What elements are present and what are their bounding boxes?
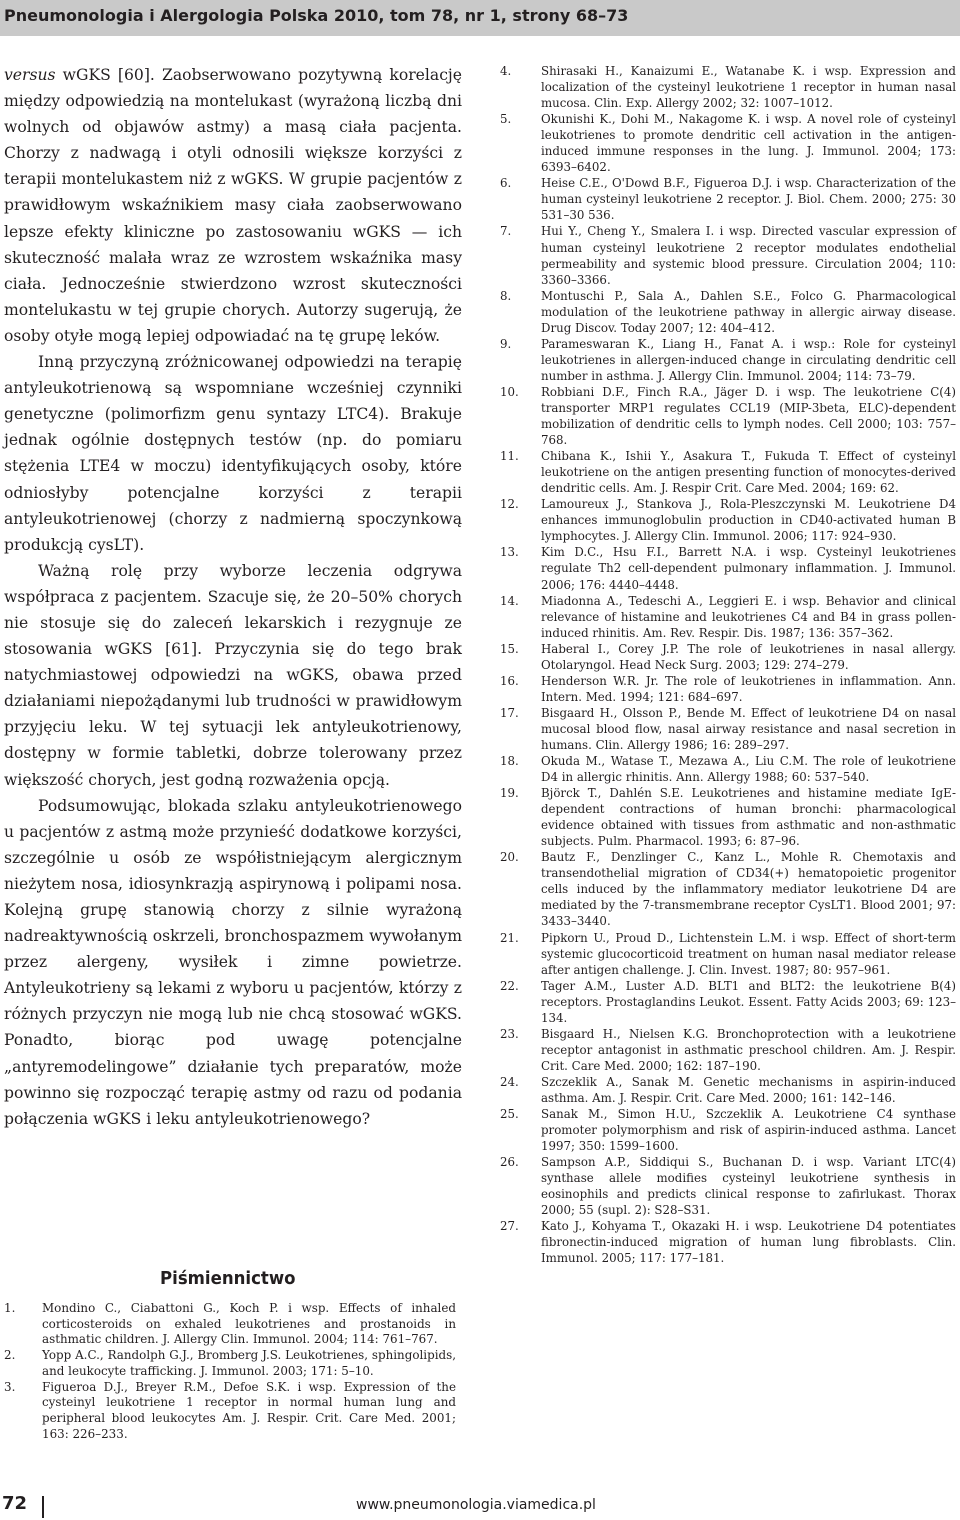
- reference-text: Yopp A.C., Randolph G.J., Bromberg J.S. Leukotrienes, sphingolipids, and leukocyte trafficking. J. Immunol. 2003; 171: 5–10.: [42, 1348, 456, 1378]
- reference-number: 4.: [500, 64, 512, 78]
- reference-text: Pipkorn U., Proud D., Lichtenstein L.M. i wsp. Effect of short-term systemic glucocorticoid treatment on human nasal mediator release after antigen challenge. J. Clin. Invest. 1987; 80: 957–961.: [541, 930, 956, 977]
- reference-text: Mondino C., Ciabattoni G., Koch P. i wsp. Effects of inhaled corticosteroids on exhaled leukotrienes and prostanoids in asthmatic children. J. Allergy Clin. Immunol. 2004; 114: 761–767.: [42, 1301, 456, 1347]
- reference-item: [500, 1106, 956, 1154]
- reference-number: 3.: [4, 1379, 16, 1394]
- reference-text: Kato J., Kohyama T., Okazaki H. i wsp. Leukotriene D4 potentiates fibronectin-induced migration of human lung fibroblasts. Clin. Immunol. 2005; 117: 177–181.: [541, 1219, 956, 1266]
- reference-number: 16.: [500, 673, 519, 688]
- reference-item: [500, 705, 956, 753]
- reference-item: [4, 1380, 456, 1443]
- reference-item: [500, 1154, 956, 1218]
- body-paragraph-3: Ważną rolę przy wyborze leczenia odgrywa współpraca z pacjentem. Szacuje się, że 20–50% chorych nie stosuje się do zaleceń lekarskich i rezygnuje ze stosowania wGKS [61]. Przyczynia się do tego brak natychmiastowej odpowiedzi na wGKS, obawa przed działaniami niepożądanymi lub trudności w prawidłowym przyjęciu leku. W tej sytuacji lek antyleukotrienowy, dostępny w formie tabletki, dobrze tolerowany przez większość chorych, jest godną rozważenia opcją.: [4, 561, 462, 789]
- page-number: 72: [2, 1493, 28, 1514]
- reference-text: Bisgaard H., Nielsen K.G. Bronchoprotection with a leukotriene receptor antagonist in asthmatic preschool children. Am. J. Respir. Crit. Care Med. 2000; 162: 187–190.: [541, 1026, 956, 1073]
- reference-item: [500, 384, 956, 448]
- reference-item: [500, 111, 956, 175]
- reference-number: 22.: [500, 978, 519, 993]
- reference-item: [500, 175, 956, 223]
- journal-title: Pneumonologia i Alergologia Polska 2010, tom 78, nr 1, strony 68–73: [4, 6, 629, 25]
- reference-number: 9.: [500, 336, 512, 351]
- reference-item: [500, 336, 956, 384]
- reference-number: 8.: [500, 288, 512, 303]
- reference-number: 17.: [500, 705, 519, 720]
- reference-item: [4, 1301, 456, 1348]
- reference-number: 20.: [500, 850, 519, 865]
- body-paragraph-4: Podsumowując, blokada szlaku antyleukotrienowego u pacjentów z astmą może przynieść dodatkowe korzyści, szczególnie u osób ze współistniejącym alergicznym nieżytem nosa, idiosynkrazją aspirynową i polipami nosa. Kolejną grupę stanowią chorzy z silnie wyrażoną nadreaktywnością oskrzeli, bronchospazmem wywołanym przez alergeny, wysiłek i zimne powietrze. Antyleukotrieny są lekami z wyboru u pacjentów, którzy z różnych przyczyn nie mogą lub nie chcą stosować wGKS. Ponadto, biorąc pod uwagę potencjalne „antyremodelingowe” działanie tych preparatów, może powinno się rozpocząć terapię astmy od razu od podania połączenia wGKS i leku antyleukotrienowego?: [4, 796, 462, 1128]
- references-list-left: [4, 1301, 456, 1442]
- reference-item: [500, 1218, 956, 1266]
- reference-text: Sampson A.P., Siddiqui S., Buchanan D. i wsp. Variant LTC(4) synthase allele modifies cysteinyl leukotriene synthesis in eosinophils and predicts clinical response to zafirlukast. Thorax 2000; 55 (supl. 2): S28–S31.: [541, 1155, 956, 1218]
- footer-divider: [42, 1496, 44, 1518]
- reference-number: 7.: [500, 224, 512, 239]
- reference-number: 15.: [500, 641, 519, 656]
- reference-number: 18.: [500, 754, 519, 769]
- reference-item: [500, 448, 956, 496]
- body-paragraph-1: [4, 62, 462, 349]
- reference-text: Henderson W.R. Jr. The role of leukotrienes in inflammation. Ann. Intern. Med. 1994; 121: 684–697.: [541, 673, 956, 704]
- reference-number: 6.: [500, 176, 512, 191]
- reference-text: Okunishi K., Dohi M., Nakagome K. i wsp. A novel role of cysteinyl leukotrienes to promote dendritic cell activation in the antigen-induced immune responses in the lung. J. Immunol. 2004; 173: 6393–6402.: [541, 112, 956, 175]
- reference-item: [500, 1026, 956, 1074]
- reference-item: [500, 496, 956, 544]
- reference-item: [500, 223, 956, 287]
- reference-text: Tager A.M., Luster A.D. BLT1 and BLT2: the leukotriene B(4) receptors. Prostaglandins Leukot. Essent. Fatty Acids 2003; 69: 123–134.: [541, 978, 956, 1025]
- reference-text: Figueroa D.J., Breyer R.M., Defoe S.K. i wsp. Expression of the cysteinyl leukotriene 1 receptor in normal human lung and peripheral blood leukocytes Am. J. Respir. Crit. Care Med. 2001; 163: 226–233.: [42, 1379, 456, 1441]
- reference-item: [500, 785, 956, 849]
- journal-header-band: [0, 0, 960, 36]
- reference-item: [500, 1074, 956, 1106]
- reference-item: [500, 63, 956, 111]
- reference-text: Robbiani D.F., Finch R.A., Jäger D. i wsp. The leukotriene C(4) transporter MRP1 regulates CCL19 (MIP-3beta, ELC)-dependent mobilization of dendritic cells to lymph nodes. Cell 2000; 103: 757–768.: [541, 384, 956, 448]
- reference-item: [500, 978, 956, 1026]
- reference-text: Shirasaki H., Kanaizumi E., Watanabe K. i wsp. Expression and localization of the cysteinyl leukotriene 1 receptor in human nasal mucosa. Clin. Exp. Allergy 2002; 32: 1007–1012.: [541, 64, 956, 111]
- reference-text: Miadonna A., Tedeschi A., Leggieri E. i wsp. Behavior and clinical relevance of histamine and leukotrienes C4 and B4 in grass pollen-induced rhinitis. Am. Rev. Respir. Dis. 1987; 136: 357–362.: [541, 593, 956, 640]
- reference-text: Heise C.E., O'Dowd B.F., Figueroa D.J. i wsp. Characterization of the human cysteinyl leukotriene 2 receptor. J. Biol. Chem. 2000; 275: 30 531–30 536.: [541, 176, 956, 223]
- reference-text: Haberal I., Corey J.P. The role of leukotrienes in nasal allergy. Otolaryngol. Head Neck Surg. 2003; 129: 274–279.: [541, 641, 956, 672]
- reference-item: [500, 544, 956, 592]
- reference-text: Sanak M., Simon H.U., Szczeklik A. Leukotriene C4 synthase promoter polymorphism and risk of aspirin-induced asthma. Lancet 1997; 350: 1599–1600.: [541, 1107, 956, 1154]
- references-heading: Piśmiennictwo: [160, 1268, 296, 1289]
- reference-text: Bautz F., Denzlinger C., Kanz L., Mohle R. Chemotaxis and transendothelial migration of CD34(+) hematopoietic progenitor cells induced by the inflammatory mediator leukotriene D4 are mediated by the 7-transmembrane receptor CysLT1. Blood 2001; 97: 3433–3440.: [541, 850, 956, 929]
- reference-number: 14.: [500, 593, 519, 608]
- article-body: [4, 62, 462, 1132]
- reference-number: 26.: [500, 1155, 519, 1170]
- reference-item: [4, 1348, 456, 1379]
- reference-text: Kim D.C., Hsu F.I., Barrett N.A. i wsp. Cysteinyl leukotrienes regulate Th2 cell-dependent pulmonary inflammation. J. Immunol. 2006; 176: 4440–4448.: [541, 545, 956, 592]
- reference-item: [500, 930, 956, 978]
- reference-item: [500, 673, 956, 705]
- reference-number: 24.: [500, 1074, 519, 1089]
- reference-item: [500, 753, 956, 785]
- reference-number: 13.: [500, 545, 519, 560]
- references-list-right: [500, 63, 956, 1267]
- reference-text: Bisgaard H., Olsson P., Bende M. Effect of leukotriene D4 on nasal mucosal blood flow, nasal airway resistance and nasal secretion in humans. Clin. Allergy 1986; 16: 289–297.: [541, 705, 956, 752]
- reference-text: Björck T., Dahlén S.E. Leukotrienes and histamine mediate IgE-dependent contractions of human bronchi: pharmacological evidence obtained with tissues from asthmatic and non-asthmatic subjects. Pulm. Pharmacol. 1993; 6: 87–96.: [541, 786, 956, 849]
- reference-number: 23.: [500, 1026, 519, 1041]
- reference-text: Hui Y., Cheng Y., Smalera I. i wsp. Directed vascular expression of human cysteinyl leukotriene 2 receptor modulates endothelial permeability and systemic blood pressure. Circulation 2004; 110: 3360–3366.: [541, 224, 956, 287]
- reference-item: [500, 641, 956, 673]
- footer-url: www.pneumonologia.viamedica.pl: [356, 1497, 596, 1513]
- reference-number: 1.: [4, 1301, 16, 1315]
- italic-word: versus: [4, 66, 56, 84]
- reference-number: 19.: [500, 786, 519, 801]
- reference-item: [500, 593, 956, 641]
- reference-number: 5.: [500, 112, 512, 127]
- reference-text: Szczeklik A., Sanak M. Genetic mechanisms in aspirin-induced asthma. Am. J. Respir. Crit. Care Med. 2000; 161: 142–146.: [541, 1074, 956, 1105]
- reference-text: Parameswaran K., Liang H., Fanat A. i wsp.: Role for cysteinyl leukotrienes in allergen-induced change in circulating dendritic cell number in asthma. J. Allergy Clin. Immunol. 2004; 114: 73–79.: [541, 336, 956, 383]
- reference-item: [500, 849, 956, 929]
- reference-number: 2.: [4, 1348, 16, 1363]
- reference-text: Chibana K., Ishii Y., Asakura T., Fukuda T. Effect of cysteinyl leukotriene on the antigen presenting function of monocytes-derived dendritic cells. Am. J. Respir Crit. Care Med. 2004; 169: 62.: [541, 449, 956, 496]
- reference-text: Montuschi P., Sala A., Dahlen S.E., Folco G. Pharmacological modulation of the leukotriene pathway in allergic airway disease. Drug Discov. Today 2007; 12: 404–412.: [541, 288, 956, 335]
- body-paragraph-1-text: wGKS [60]. Zaobserwowano pozytywną korelację między odpowiedzią na montelukast (wyrażoną liczbą dni wolnych od objawów astmy) a masą ciała pacjenta. Chorzy z nadwagą i otyli odnosili większe korzyści z terapii montelukastem niż z wGKS. W grupie pacjentów z prawidłowym wskaźnikiem masy ciała zaobserwowano lepsze efekty kliniczne po zastosowaniu wGKS — ich skuteczność malała wraz ze wzrostem wskaźnika masy ciała. Jednocześnie stwierdzono wzrost skuteczności montelukastu w tej grupie chorych. Autorzy sugerują, że osoby otyłe mogą lepiej odpowiadać na tę grupę leków.: [4, 66, 462, 345]
- reference-number: 21.: [500, 930, 519, 945]
- reference-number: 10.: [500, 384, 519, 399]
- reference-text: Lamoureux J., Stankova J., Rola-Pleszczynski M. Leukotriene D4 enhances immunoglobulin production in CD40-activated human B lymphocytes. J. Allergy Clin. Immunol. 2006; 117: 924–930.: [541, 497, 956, 544]
- reference-number: 27.: [500, 1219, 519, 1234]
- reference-number: 25.: [500, 1107, 519, 1122]
- reference-text: Okuda M., Watase T., Mezawa A., Liu C.M. The role of leukotriene D4 in allergic rhinitis. Ann. Allergy 1988; 60: 537–540.: [541, 754, 956, 785]
- body-paragraph-2: Inną przyczyną zróżnicowanej odpowiedzi na terapię antyleukotrienową są wspomniane wcześniej czynniki genetyczne (polimorfizm genu syntazy LTC4). Brakuje jednak ogólnie dostępnych testów (np. do pomiaru stężenia LTE4 w moczu) identyfikujących osoby, które odniosłyby potencjalne korzyści z terapii antyleukotrienowej (chorzy z nadmierną spoczynkową produkcją cysLT).: [4, 353, 462, 554]
- reference-item: [500, 288, 956, 336]
- reference-number: 12.: [500, 497, 519, 512]
- reference-number: 11.: [500, 449, 519, 464]
